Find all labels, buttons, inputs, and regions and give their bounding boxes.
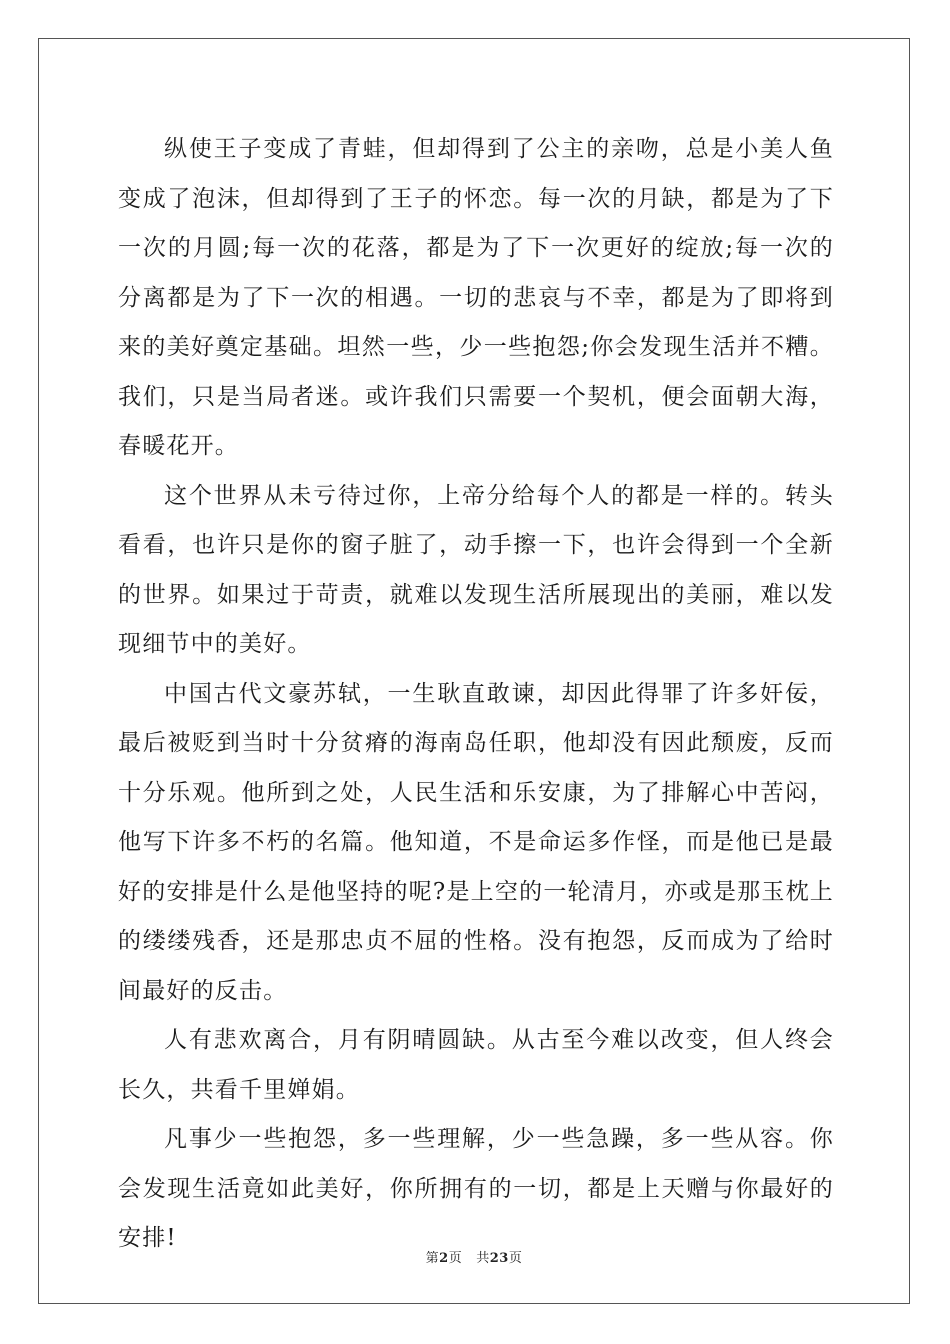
total-label-suffix: 页 bbox=[508, 1251, 523, 1266]
paragraph-4: 人有悲欢离合，月有阴晴圆缺。从古至今难以改变，但人终会长久，共看千里婵娟。 bbox=[118, 1027, 834, 1103]
page-label-suffix: 页 bbox=[448, 1251, 463, 1266]
paragraph-5: 凡事少一些抱怨，多一些理解，少一些急躁，多一些从容。你会发现生活竟如此美好，你所拥有的一切，都是上天赠与你最好的安排! bbox=[118, 1126, 834, 1251]
page-footer bbox=[38, 1247, 910, 1266]
page-number: 2 bbox=[439, 1251, 449, 1266]
document-body bbox=[118, 125, 834, 1264]
total-label-prefix: 共 bbox=[476, 1251, 490, 1266]
total-pages: 23 bbox=[489, 1251, 509, 1266]
page-label-prefix: 第 bbox=[425, 1251, 440, 1266]
paragraph-1: 纵使王子变成了青蛙，但却得到了公主的亲吻，总是小美人鱼变成了泡沫，但却得到了王子的怀恋。每一次的月缺，都是为了下一次的月圆;每一次的花落，都是为了下一次更好的绽放;每一次的分离都是为了下一次的相遇。一切的悲哀与不幸，都是为了即将到来的美好奠定基础。坦然一些，少一些抱怨;你会发现生活并不糟。我们，只是当局者迷。或许我们只需要一个契机，便会面朝大海，春暖花开。 bbox=[118, 136, 834, 459]
paragraph-3: 中国古代文豪苏轼，一生耿直敢谏，却因此得罪了许多奸佞，最后被贬到当时十分贫瘠的海南岛任职，他却没有因此颓废，反而十分乐观。他所到之处，人民生活和乐安康，为了排解心中苦闷，他写下许多不朽的名篇。他知道，不是命运多作怪，而是他已是最好的安排是什么是他坚持的呢?是上空的一轮清月，亦或是那玉枕上的缕缕残香，还是那忠贞不屈的性格。没有抱怨，反而成为了给时间最好的反击。 bbox=[118, 680, 834, 1004]
paragraph-2: 这个世界从未亏待过你，上帝分给每个人的都是一样的。转头看看，也许只是你的窗子脏了，动手擦一下，也许会得到一个全新的世界。如果过于苛责，就难以发现生活所展现出的美丽，难以发现细节中的美好。 bbox=[118, 482, 834, 657]
